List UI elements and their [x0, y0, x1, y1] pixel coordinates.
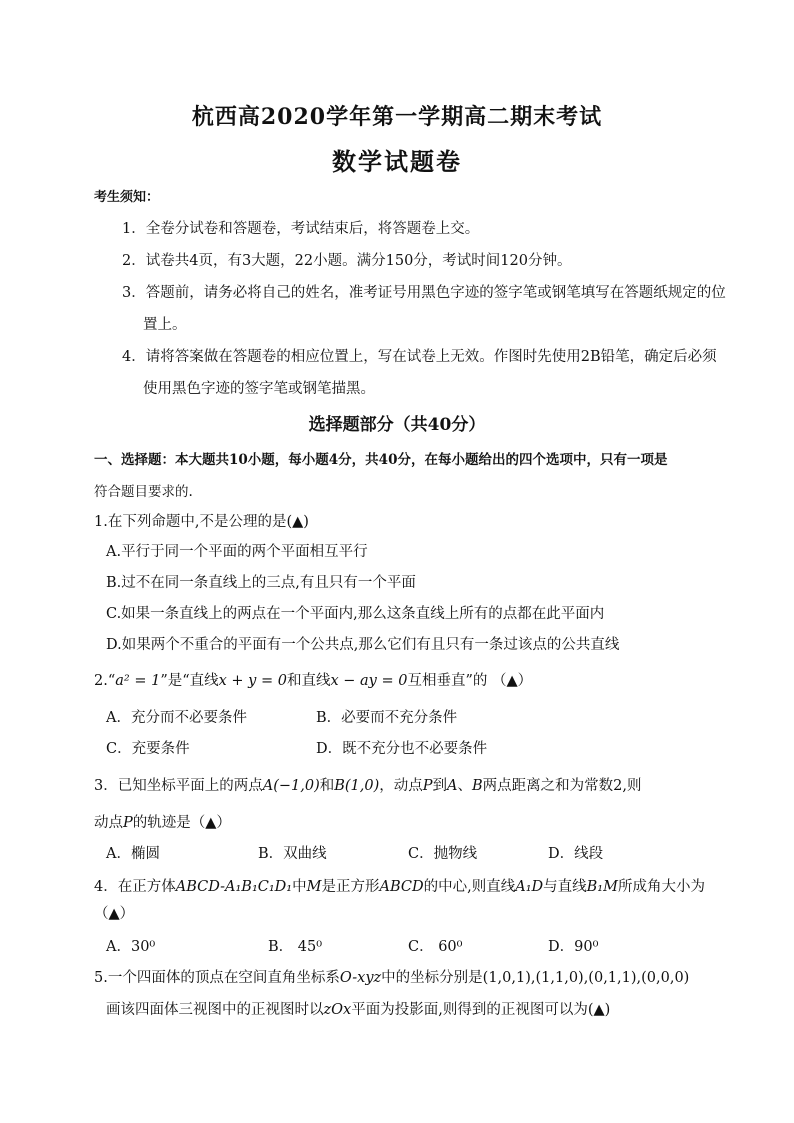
q2-stem	[94, 671, 532, 691]
q1-option-c: C.如果一条直线上的两点在一个平面内,那么这条直线上所有的点都在此平面内	[106, 606, 605, 622]
q3-text-3: ，动点	[379, 778, 423, 794]
q2-math-1: a² = 1	[115, 673, 161, 689]
q2-text-1: 2.“	[94, 673, 116, 689]
section-intro-line1: 一、选择题：本大题共10小题，每小题4分，共40分，在每小题给出的四个选项中，只有一项是	[94, 452, 668, 468]
notice-item-4-cont: 使用黑色字迹的签字笔或钢笔描黑。	[143, 381, 375, 397]
q1-option-a: A.平行于同一个平面的两个平面相互平行	[106, 544, 368, 560]
q3-option-d: D．线段	[548, 846, 604, 862]
q3-math-3: P	[422, 778, 433, 794]
exam-subtitle: 数学试题卷	[332, 147, 462, 176]
q5-stem-line2	[106, 1000, 610, 1020]
q2-option-d: D．既不充分也不必要条件	[316, 741, 488, 757]
section-intro-line2: 符合题目要求的.	[94, 484, 193, 500]
q4-math-1: ABCD-A₁B₁C₁D₁	[175, 879, 293, 895]
q3-stem-line2	[94, 813, 231, 833]
q4-stem	[94, 877, 705, 897]
q2-text-4: 互相垂直”的 （▲）	[407, 673, 533, 689]
notice-heading: 考生须知：	[94, 190, 160, 205]
q3-l2-math: P	[123, 815, 133, 831]
q3-option-a: A．椭圆	[106, 846, 160, 862]
q1-option-d: D.如果两个不重合的平面有一个公共点,那么它们有且只有一条过该点的公共直线	[106, 637, 620, 653]
q2-math-2: x + y = 0	[218, 673, 287, 689]
q4-text-2: 中	[292, 879, 307, 895]
q3-math-2: B(1,0)	[334, 778, 380, 794]
q1-stem: 1.在下列命题中,不是公理的是(▲)	[94, 514, 309, 530]
section-title: 选择题部分（共40分）	[308, 415, 486, 435]
q5-stem	[94, 968, 689, 988]
q5-l2-text-2: 平面为投影面,则得到的正视图可以为(▲)	[351, 1002, 611, 1018]
q5-text-2: 中的坐标分别是(1,0,1),(1,1,0),(0,1,1),(0,0,0)	[381, 970, 690, 986]
q4-text-3: 是正方形	[321, 879, 380, 895]
q4-stem-line2: （▲）	[94, 906, 135, 922]
q4-text-1: 4．在正方体	[94, 879, 176, 895]
q5-math-1: O-xyz	[339, 970, 382, 986]
q3-text-1: 3．已知坐标平面上的两点	[94, 778, 263, 794]
q2-option-b: B．必要而不充分条件	[316, 710, 458, 726]
q4-math-3: ABCD	[379, 879, 424, 895]
q4-option-b: B． 45⁰	[268, 939, 323, 955]
q3-stem	[94, 776, 642, 796]
q3-text-5: 、	[457, 778, 473, 794]
q3-math-4: A	[447, 778, 458, 794]
notice-item-2: 2．试卷共4页，有3大题，22小题。满分150分，考试时间120分钟。	[122, 253, 572, 269]
notice-item-3-cont: 置上。	[143, 317, 187, 333]
q5-l2-math: zOx	[323, 1002, 352, 1018]
q3-l2-text-2: 的轨迹是（▲）	[132, 815, 231, 831]
q2-text-3: 和直线	[286, 673, 331, 689]
q1-option-b: B.过不在同一条直线上的三点,有且只有一个平面	[106, 575, 416, 591]
q2-text-2: ”是“直线	[160, 673, 219, 689]
q3-math-5: B	[472, 778, 483, 794]
q2-math-3: x − ay = 0	[330, 673, 408, 689]
q4-math-4: A₁D	[515, 879, 544, 895]
q4-text-5: 与直线	[543, 879, 587, 895]
q3-math-1: A(−1,0)	[262, 778, 320, 794]
q3-l2-text-1: 动点	[94, 815, 123, 831]
q4-option-a: A．30⁰	[106, 939, 156, 955]
q3-option-c: C．抛物线	[408, 846, 478, 862]
exam-title: 杭西高2020学年第一学期高二期末考试	[191, 104, 603, 130]
q4-option-c: C． 60⁰	[408, 939, 463, 955]
notice-item-1: 1．全卷分试卷和答题卷，考试结束后，将答题卷上交。	[122, 221, 480, 237]
q4-math-5: B₁M	[586, 879, 618, 895]
q5-l2-text-1: 画该四面体三视图中的正视图时以	[106, 1002, 324, 1018]
notice-item-4: 4．请将答案做在答题卷的相应位置上，写在试卷上无效。作图时先使用2B铅笔，确定后必须	[122, 349, 717, 365]
q4-option-d: D．90⁰	[548, 939, 599, 955]
notice-item-3: 3．答题前，请务必将自己的姓名，准考证号用黑色字迹的签字笔或钢笔填写在答题纸规定的位	[122, 285, 726, 301]
q4-text-4: 的中心,则直线	[423, 879, 516, 895]
q4-text-6: 所成角大小为	[617, 879, 705, 895]
q5-text-1: 5.一个四面体的顶点在空间直角坐标系	[94, 970, 340, 986]
q3-text-2: 和	[319, 778, 335, 794]
q3-option-b: B．双曲线	[258, 846, 327, 862]
q3-text-6: 两点距离之和为常数2,则	[482, 778, 642, 794]
q3-text-4: 到	[432, 778, 448, 794]
q4-math-2: M	[306, 879, 322, 895]
q2-option-a: A．充分而不必要条件	[106, 710, 247, 726]
q2-option-c: C．充要条件	[106, 741, 190, 757]
